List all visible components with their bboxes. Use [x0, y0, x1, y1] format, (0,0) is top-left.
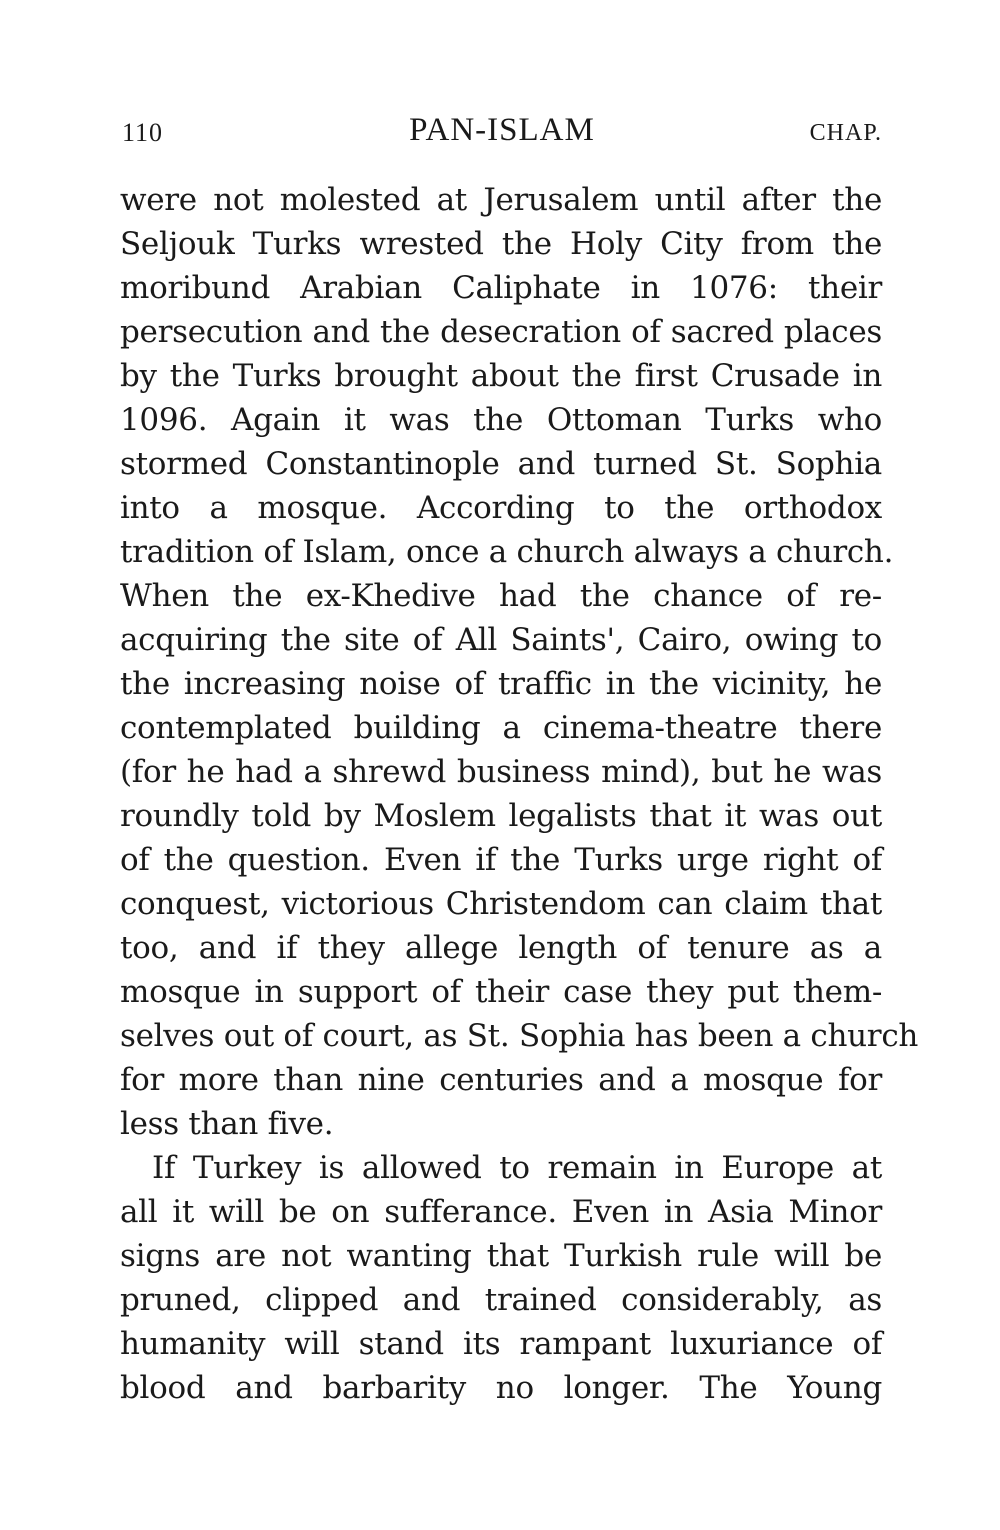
text-line: less than five.: [120, 1106, 334, 1142]
text-line: contemplated building a cinema-theatre there: [120, 710, 882, 746]
text-line: blood and barbarity no longer. The Young: [120, 1370, 882, 1406]
paragraph-1: [120, 178, 919, 1146]
text-line: moribund Arabian Caliphate in 1076: their: [120, 270, 882, 306]
text-line: humanity will stand its rampant luxuriance of: [120, 1326, 882, 1362]
text-line: persecution and the desecration of sacred places: [120, 314, 882, 350]
text-line: too, and if they allege length of tenure as a: [120, 930, 882, 966]
text-line: stormed Constantinople and turned St. Sophia: [120, 446, 882, 482]
text-line: mosque in support of their case they put them-: [120, 974, 882, 1010]
text-line: the increasing noise of traffic in the vicinity, he: [120, 666, 882, 702]
text-line: signs are not wanting that Turkish rule will be: [120, 1238, 882, 1274]
text-line: conquest, victorious Christendom can claim that: [120, 886, 882, 922]
text-line: (for he had a shrewd business mind), but he was: [120, 754, 882, 790]
chapter-label: CHAP.: [809, 120, 882, 146]
running-head: [122, 112, 882, 158]
text-line: tradition of Islam, once a church always a church.: [120, 534, 894, 570]
paragraph-2: [120, 1146, 882, 1410]
text-line: pruned, clipped and trained considerably, as: [120, 1282, 882, 1318]
text-line: If Turkey is allowed to remain in Europe at: [152, 1150, 882, 1186]
text-line: roundly told by Moslem legalists that it was out: [120, 798, 882, 834]
page-number: 110: [122, 118, 164, 147]
text-line: were not molested at Jerusalem until after the: [120, 182, 882, 218]
text-line: into a mosque. According to the orthodox: [120, 490, 882, 526]
text-line: When the ex-Khedive had the chance of re-: [120, 578, 882, 614]
body-text: [120, 178, 919, 1410]
text-line: for more than nine centuries and a mosque for: [120, 1062, 882, 1098]
running-title: PAN-ISLAM: [409, 112, 595, 148]
text-line: acquiring the site of All Saints', Cairo, owing to: [120, 622, 882, 658]
text-line: 1096. Again it was the Ottoman Turks who: [120, 402, 882, 438]
text-line: by the Turks brought about the first Crusade in: [120, 358, 882, 394]
text-line: all it will be on sufferance. Even in Asia Minor: [120, 1194, 882, 1230]
text-line: of the question. Even if the Turks urge right of: [120, 842, 882, 878]
text-line: Seljouk Turks wrested the Holy City from the: [120, 226, 882, 262]
text-line: selves out of court, as St. Sophia has been a church: [120, 1018, 919, 1054]
